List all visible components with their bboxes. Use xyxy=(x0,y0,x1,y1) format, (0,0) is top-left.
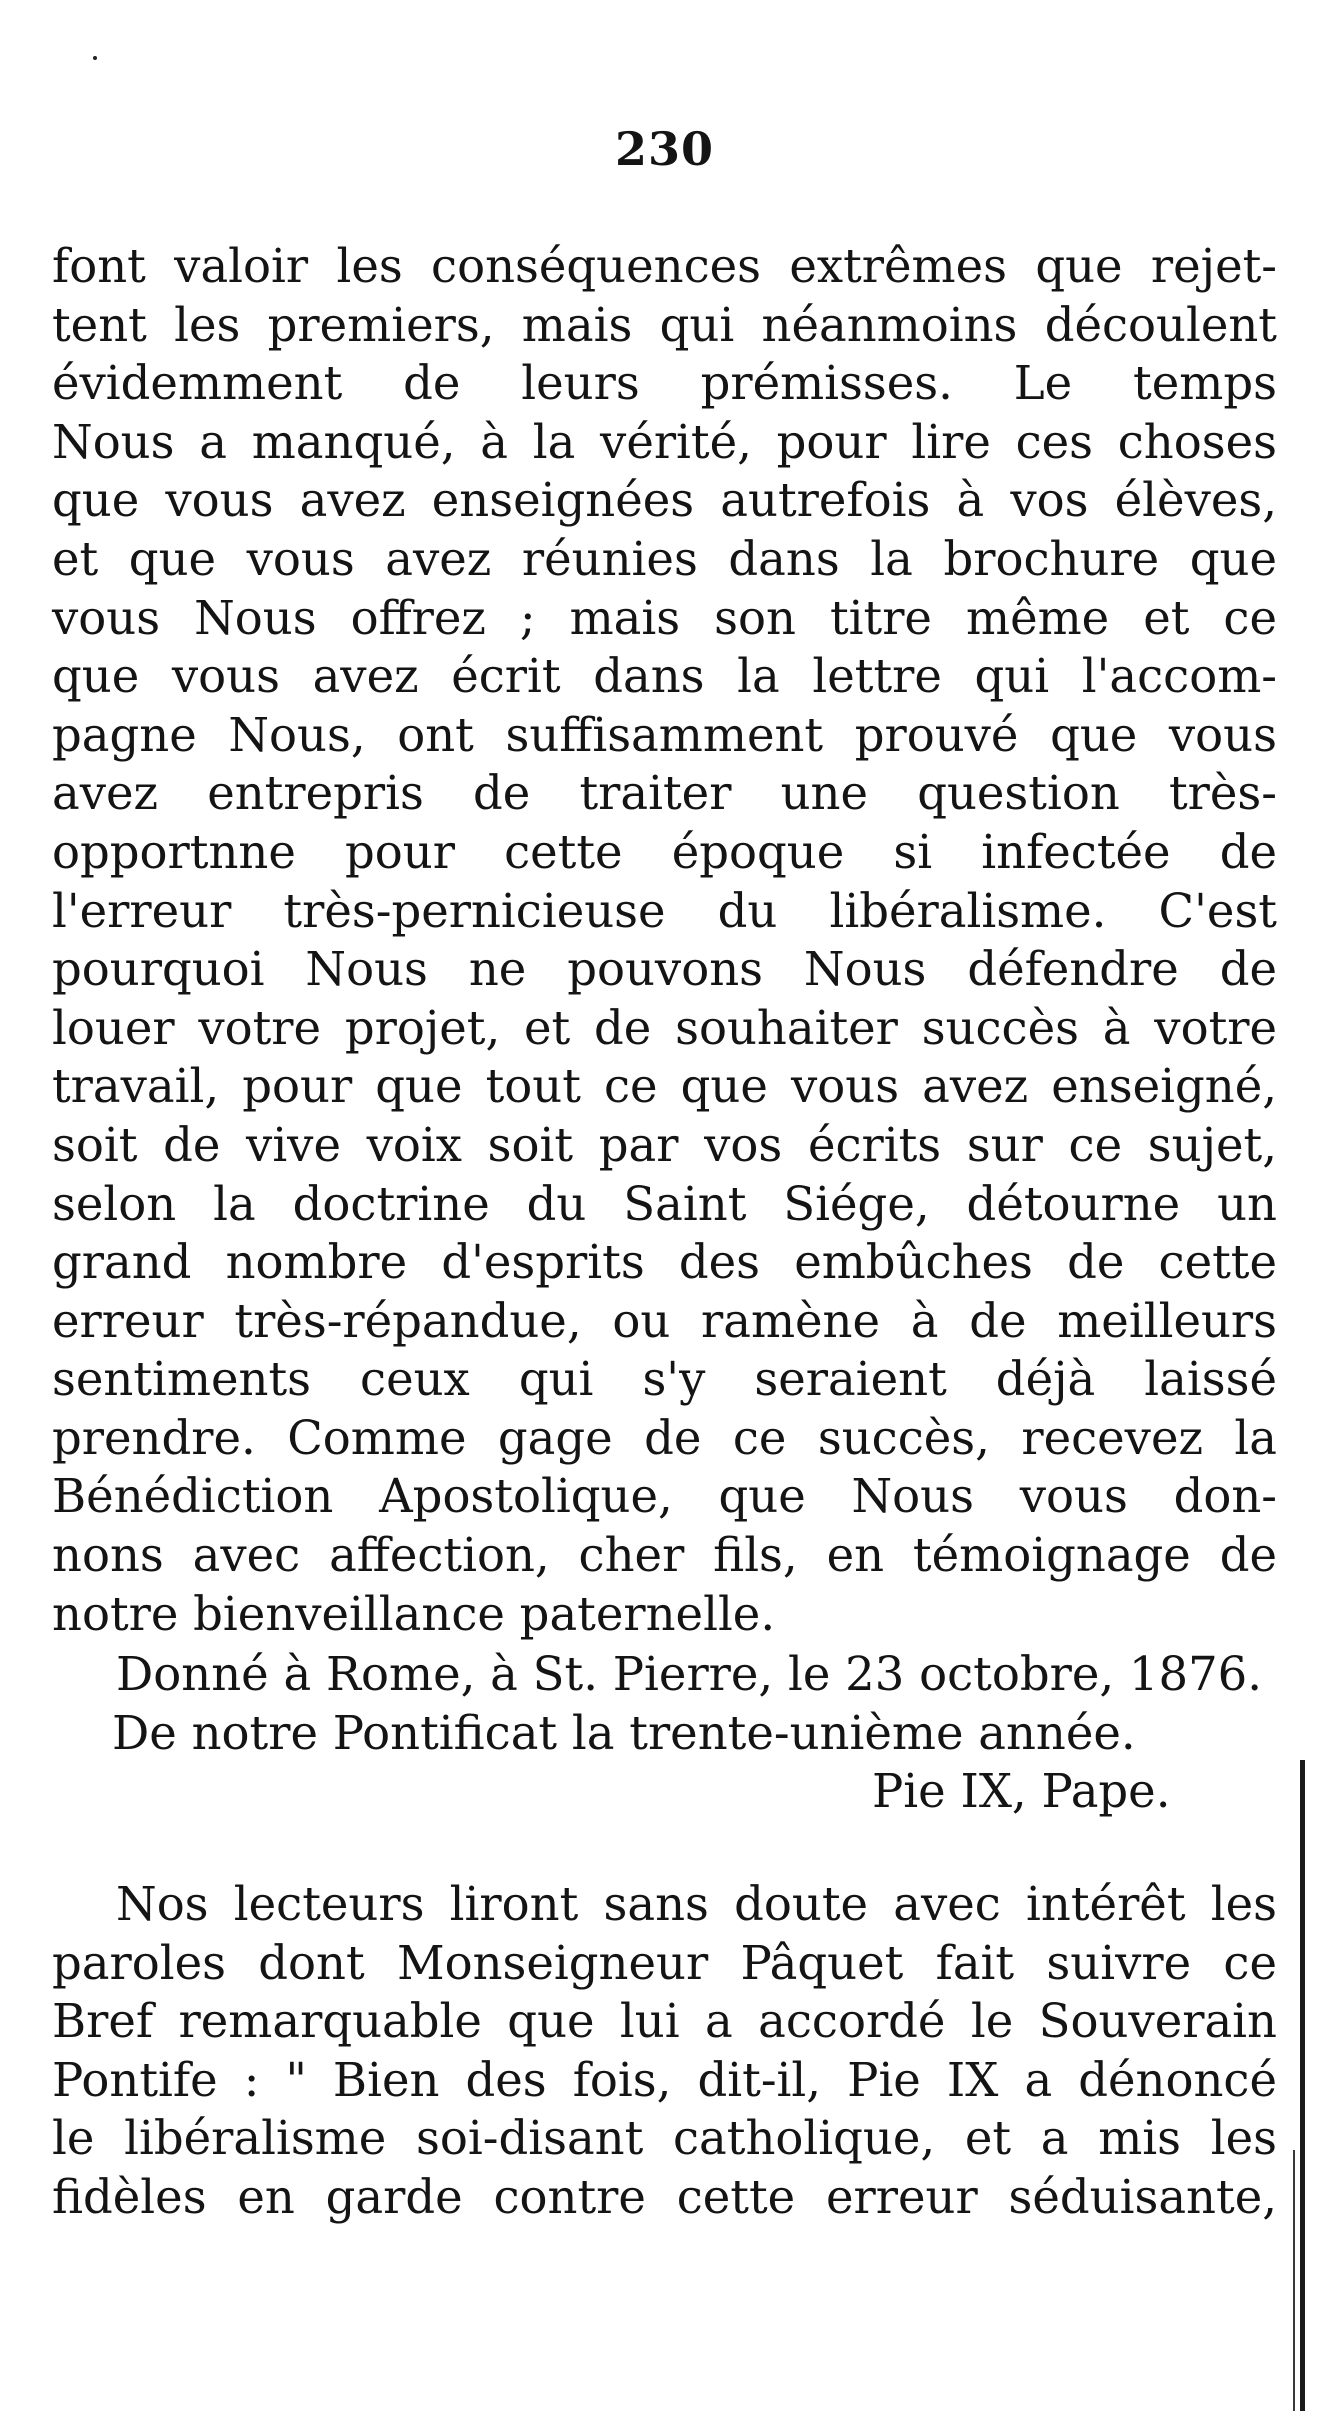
text-line: avez entrepris de traiter une question très- xyxy=(52,766,1277,821)
text-line: font valoir les conséquences extrêmes que rejet- xyxy=(52,239,1277,293)
page-number: 230 xyxy=(614,122,715,176)
text-line: soit de vive voix soit par vos écrits sur ce sujet, xyxy=(52,1117,1277,1172)
ink-speck xyxy=(93,56,97,60)
text-line: opportnne pour cette époque si infectée de xyxy=(52,824,1277,879)
text-line: paroles dont Monseigneur Pâquet fait suivre ce xyxy=(52,1935,1277,1990)
text-line: pagne Nous, ont suffisamment prouvé que vous xyxy=(52,707,1277,762)
text-line: fidèles en garde contre cette erreur séduisante, xyxy=(52,2169,1277,2224)
text-line: que vous avez écrit dans la lettre qui l'accom- xyxy=(52,649,1277,704)
text-line: et que vous avez réunies dans la brochure que xyxy=(52,531,1277,586)
letter-body-paragraph xyxy=(52,237,1277,1643)
text-line: nons avec affection, cher fils, en témoignage de xyxy=(52,1528,1277,1583)
text-line: notre bienveillance paternelle. xyxy=(52,1586,776,1641)
text-line: Bénédiction Apostolique, que Nous vous don- xyxy=(52,1469,1277,1524)
binding-edge-shadow xyxy=(1300,1760,1305,2411)
text-line: le libéralisme soi-disant catholique, et a mis les xyxy=(52,2111,1277,2166)
text-line: louer votre projet, et de souhaiter succès à votre xyxy=(52,1000,1277,1055)
text-line: prendre. Comme gage de ce succès, recevez la xyxy=(52,1410,1277,1465)
text-line: Pontife : " Bien des fois, dit-il, Pie IX a dénoncé xyxy=(52,2052,1277,2107)
text-line: selon la doctrine du Saint Siége, détourne un xyxy=(52,1176,1277,1231)
letter-signature xyxy=(52,1645,1277,1821)
text-line: grand nombre d'esprits des embûches de cette xyxy=(52,1235,1277,1290)
text-line: sentiments ceux qui s'y seraient déjà laissé xyxy=(52,1352,1277,1407)
text-line: l'erreur très-pernicieuse du libéralisme. C'est xyxy=(52,883,1277,938)
text-line: erreur très-répandue, ou ramène à de meilleurs xyxy=(52,1293,1277,1348)
text-line: évidemment de leurs prémisses. Le temps xyxy=(52,356,1277,411)
binding-edge-line xyxy=(1293,2150,1295,2411)
text-line: vous Nous offrez ; mais son titre même et ce xyxy=(52,590,1277,645)
text-line: tent les premiers, mais qui néanmoins découlent xyxy=(52,297,1277,352)
signature-name: Pie IX, Pape. xyxy=(872,1764,1171,1819)
text-line: Nous a manqué, à la vérité, pour lire ces choses xyxy=(52,414,1277,469)
text-line: Nos lecteurs liront sans doute avec intérêt les xyxy=(116,1877,1277,1931)
date-line: Donné à Rome, à St. Pierre, le 23 octobre, 1876. xyxy=(116,1647,1263,1701)
text-line: pourquoi Nous ne pouvons Nous défendre de xyxy=(52,942,1277,997)
pontificate-line: De notre Pontificat la trente-unième année. xyxy=(112,1705,1136,1760)
commentary-paragraph xyxy=(52,1875,1277,2227)
text-line: travail, pour que tout ce que vous avez enseigné, xyxy=(52,1059,1277,1114)
text-line: que vous avez enseignées autrefois à vos élèves, xyxy=(52,473,1277,528)
text-line: Bref remarquable que lui a accordé le Souverain xyxy=(52,1994,1277,2049)
